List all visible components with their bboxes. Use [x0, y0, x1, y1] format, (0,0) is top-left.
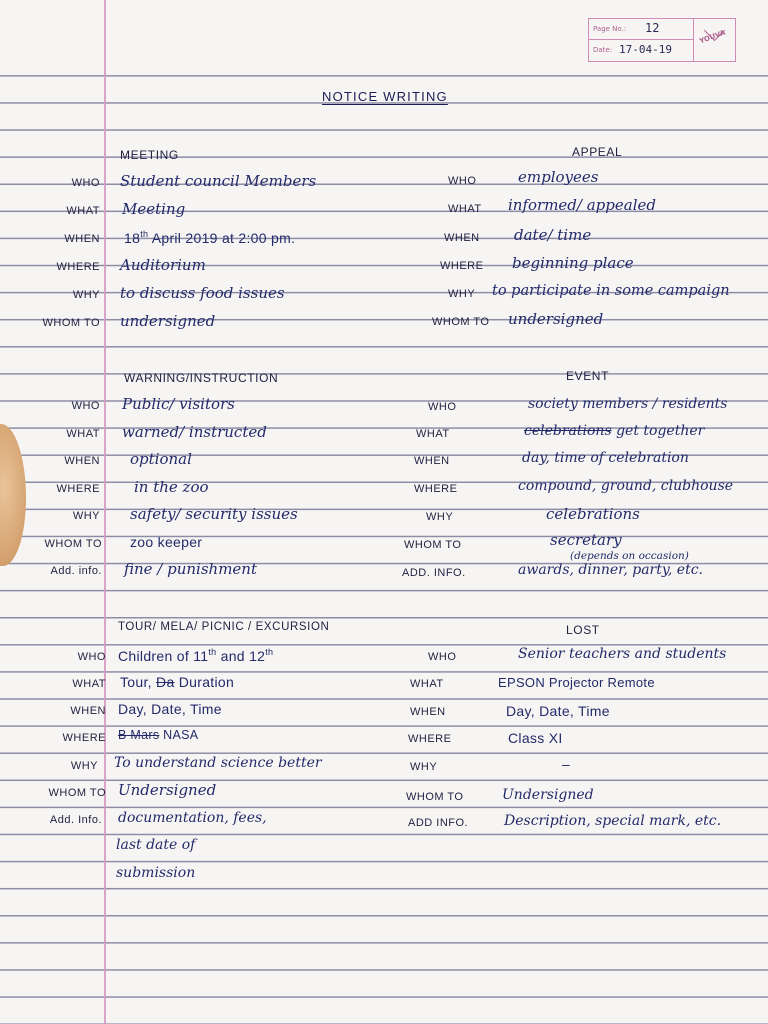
lost-label-whom: WHOM TO: [406, 791, 464, 803]
page-no-row: [589, 19, 693, 40]
warning-label-add-info: Add. info.: [50, 565, 102, 577]
tour-who-sup1: th: [208, 647, 217, 657]
appeal-label-whom: WHOM TO: [432, 316, 490, 328]
event-label-who: WHO: [428, 401, 457, 413]
event-what-struck: celebrations: [524, 423, 612, 439]
warning-value-where: in the zoo: [134, 478, 209, 496]
tour-heading: TOUR/ MELA/ PICNIC / EXCURSION: [118, 621, 330, 633]
event-value-add-info: awards, dinner, party, etc.: [518, 562, 704, 578]
tour-label-what: WHAT: [72, 678, 106, 690]
event-value-why: celebrations: [546, 505, 640, 523]
lost-label-when: WHEN: [410, 706, 446, 718]
meeting-label-what: WHAT: [66, 205, 100, 217]
lost-value-who: Senior teachers and students: [518, 646, 727, 662]
tour-what-a: Tour,: [120, 674, 157, 690]
warning-value-add-info: fine / punishment: [124, 560, 258, 578]
meeting-label-why: WHY: [72, 289, 100, 301]
meeting-when-sup: th: [140, 229, 149, 239]
event-heading: EVENT: [566, 369, 610, 383]
date-value: 17-04-19: [619, 43, 672, 56]
warning-label-who: WHO: [71, 400, 100, 412]
margin-line: [104, 0, 106, 1024]
warning-value-why: safety/ security issues: [130, 505, 298, 523]
meeting-when-rest: April 2019 at 2:00 pm.: [148, 230, 296, 246]
tour-where-struck: B Mars: [118, 728, 160, 742]
warning-label-where: WHERE: [56, 483, 100, 495]
event-value-what: [524, 424, 704, 438]
lost-label-add-info: ADD INFO.: [408, 817, 469, 829]
tour-extra-line-2: submission: [116, 865, 196, 881]
page-no-label: Page No.:: [593, 25, 627, 33]
meeting-value-whom: undersigned: [120, 312, 216, 330]
lost-value-when: Day, Date, Time: [506, 703, 610, 719]
lost-label-what: WHAT: [410, 678, 444, 690]
meeting-label-whom: WHOM TO: [42, 317, 100, 329]
warning-label-whom: WHOM TO: [44, 538, 102, 550]
tour-value-whom: Undersigned: [118, 781, 217, 799]
meeting-label-where: WHERE: [56, 261, 100, 273]
meeting-label-when: WHEN: [64, 233, 100, 245]
appeal-label-who: WHO: [448, 175, 477, 187]
meeting-heading: MEETING: [120, 148, 179, 162]
event-label-where: WHERE: [414, 483, 458, 495]
page-title: NOTICE WRITING: [322, 89, 448, 104]
warning-value-who: Public/ visitors: [122, 395, 235, 413]
tour-what-b: Duration: [174, 674, 235, 690]
warning-value-whom: zoo keeper: [130, 534, 203, 550]
warning-label-what: WHAT: [66, 428, 100, 440]
appeal-label-where: WHERE: [440, 260, 484, 272]
appeal-label-when: WHEN: [444, 232, 480, 244]
tour-label-whom: WHOM TO: [48, 787, 106, 799]
lost-heading: LOST: [566, 623, 600, 637]
event-value-whom: secretary: [550, 531, 622, 549]
tour-value-add-info: documentation, fees,: [118, 810, 267, 826]
event-value-where: compound, ground, clubhouse: [518, 478, 734, 494]
lost-label-who: WHO: [428, 651, 457, 663]
warning-value-when: optional: [130, 450, 192, 468]
event-value-when: day, time of celebration: [522, 450, 689, 466]
appeal-value-when: date/ time: [514, 226, 592, 244]
appeal-value-why: to participate in some campaign: [492, 283, 730, 299]
tour-label-who: WHO: [77, 651, 106, 663]
appeal-value-whom: undersigned: [508, 310, 604, 328]
lost-value-what: EPSON Projector Remote: [498, 675, 655, 690]
date-label: Date:: [593, 46, 613, 54]
header-divider: [693, 19, 694, 61]
event-label-whom: WHOM TO: [404, 539, 462, 551]
meeting-value-who: Student council Members: [120, 172, 317, 190]
warning-value-what: warned/ instructed: [122, 423, 267, 441]
appeal-heading: APPEAL: [572, 145, 623, 159]
event-label-when: WHEN: [414, 455, 450, 467]
meeting-when-day: 18: [124, 230, 141, 246]
brand-logo: YOUVA: [698, 28, 727, 46]
page-header-box: [588, 18, 736, 62]
lost-value-where: Class XI: [508, 730, 563, 746]
meeting-value-where: Auditorium: [120, 256, 206, 274]
event-label-add-info: ADD. INFO.: [402, 567, 466, 579]
tour-label-where: WHERE: [62, 732, 106, 744]
meeting-value-why: to discuss food issues: [120, 284, 285, 302]
appeal-label-why: WHY: [448, 288, 476, 300]
date-row: [589, 40, 693, 61]
tour-value-why: To understand science better: [114, 755, 322, 771]
tour-value-what: [120, 675, 234, 689]
lost-value-why: –: [562, 756, 571, 772]
tour-who-sup2: th: [265, 647, 274, 657]
lost-label-why: WHY: [410, 761, 438, 773]
page-no-value: 12: [645, 21, 660, 35]
tour-where-text: NASA: [159, 728, 199, 742]
tour-label-add-info: Add. Info.: [49, 814, 102, 826]
appeal-label-what: WHAT: [448, 203, 482, 215]
lost-value-add-info: Description, special mark, etc.: [504, 813, 722, 829]
appeal-value-who: employees: [518, 168, 599, 186]
tour-label-why: WHY: [70, 760, 98, 772]
event-label-what: WHAT: [416, 428, 450, 440]
tour-label-when: WHEN: [70, 705, 106, 717]
event-what-text: get together: [611, 423, 705, 439]
event-label-why: WHY: [426, 511, 454, 523]
tour-value-where: [118, 729, 198, 742]
warning-heading: WARNING/INSTRUCTION: [124, 371, 279, 385]
meeting-value-what: Meeting: [122, 200, 186, 218]
appeal-value-what: informed/ appealed: [508, 196, 656, 214]
tour-what-struck: Da: [156, 674, 175, 690]
warning-label-why: WHY: [72, 510, 100, 522]
tour-value-when: Day, Date, Time: [118, 701, 222, 717]
tour-who-part1: Children of 11: [118, 648, 209, 664]
event-note: (depends on occasion): [570, 550, 689, 562]
meeting-value-when: [124, 230, 295, 245]
lost-label-where: WHERE: [408, 733, 452, 745]
tour-extra-line-1: last date of: [116, 837, 196, 853]
event-value-who: society members / residents: [528, 396, 728, 412]
tour-who-part2: and 12: [216, 648, 266, 664]
meeting-label-who: WHO: [71, 177, 100, 189]
warning-label-when: WHEN: [64, 455, 100, 467]
tour-value-who: [118, 648, 273, 663]
appeal-value-where: beginning place: [512, 254, 634, 272]
lost-value-whom: Undersigned: [502, 787, 594, 803]
